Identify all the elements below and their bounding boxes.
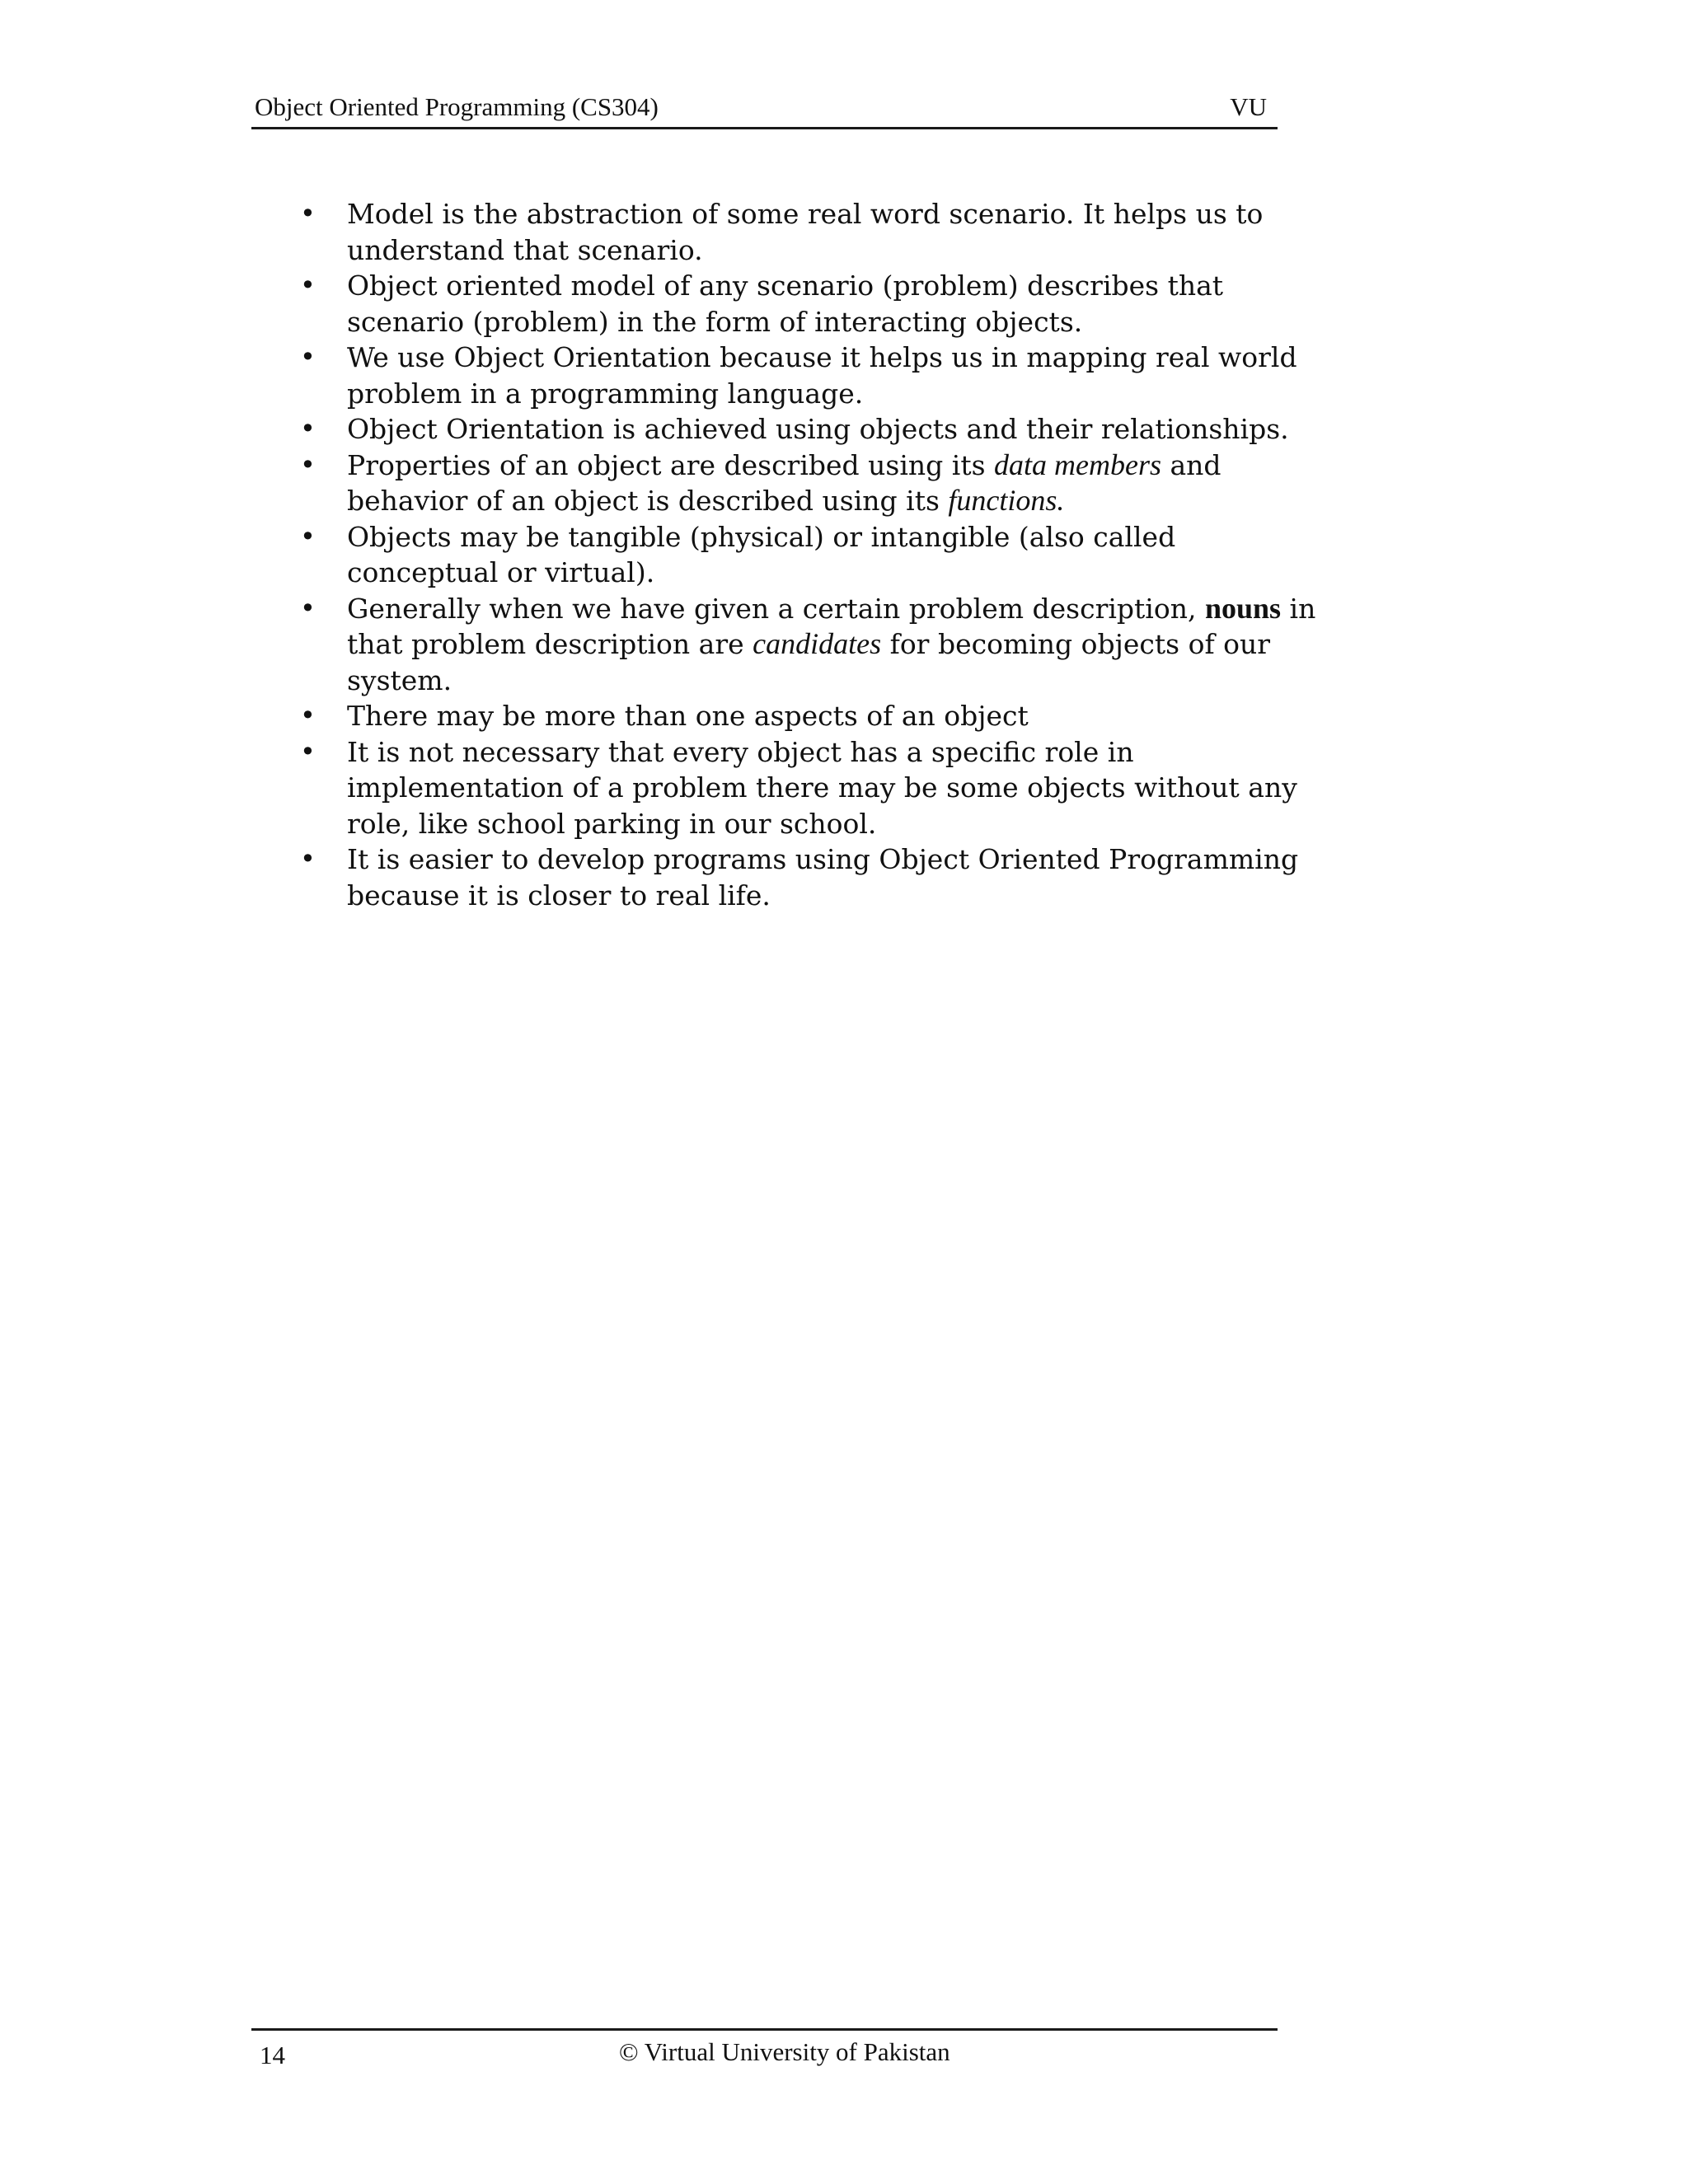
bullet-text: It is not necessary that every object has a specific role in implementation of a problem there may be some objects without any role, like school parking in our school.: [347, 735, 1297, 840]
page-number: 14: [260, 2041, 285, 2069]
bullet-item: [300, 268, 1330, 340]
bullet-item: [300, 411, 1330, 448]
bullet-text: Generally when we have given a certain problem description,: [347, 592, 1205, 625]
bullet-text: Model is the abstraction of some real word scenario. It helps us to understand that scenario.: [347, 198, 1264, 266]
page-footer: [251, 2028, 1278, 2074]
copyright-notice: © Virtual University of Pakistan: [619, 2037, 950, 2066]
institution-abbrev: VU: [1230, 92, 1267, 121]
page-header: [251, 91, 1278, 129]
bullet-item: [300, 340, 1330, 411]
main-content: [300, 196, 1330, 913]
bullet-text: Object Orientation is achieved using objects and their relationships.: [347, 413, 1289, 445]
bullet-list: [300, 196, 1330, 913]
bullet-italic-text: candidates: [753, 627, 882, 660]
bullet-item: [300, 698, 1330, 734]
bullet-item: [300, 196, 1330, 268]
bullet-text: in that problem description are: [347, 592, 1316, 660]
bullet-text: It is easier to develop programs using Object Oriented Programming because it is closer to real life.: [347, 843, 1299, 912]
bullet-text: There may be more than one aspects of an object: [347, 700, 1029, 732]
bullet-italic-text: functions.: [948, 484, 1065, 517]
bullet-text: Properties of an object are described using its: [347, 448, 995, 481]
bullet-item: [300, 519, 1330, 591]
course-title: Object Oriented Programming (CS304): [255, 92, 659, 121]
bullet-item: [300, 448, 1330, 519]
bullet-italic-text: data members: [994, 448, 1161, 481]
bullet-item: [300, 591, 1330, 699]
bullet-item: [300, 734, 1330, 842]
bullet-text: for becoming objects of our system.: [347, 628, 1271, 696]
bullet-item: [300, 841, 1330, 913]
bullet-text: We use Object Orientation because it helps us in mapping real world problem in a programming language.: [347, 341, 1297, 410]
bullet-text: Objects may be tangible (physical) or intangible (also called conceptual or virtual).: [347, 520, 1176, 588]
bullet-text: and behavior of an object is described using its: [347, 448, 1221, 517]
bullet-bold-text: nouns: [1204, 591, 1282, 625]
bullet-text: Object oriented model of any scenario (problem) describes that scenario (problem) in the form of interacting objects.: [347, 269, 1224, 338]
